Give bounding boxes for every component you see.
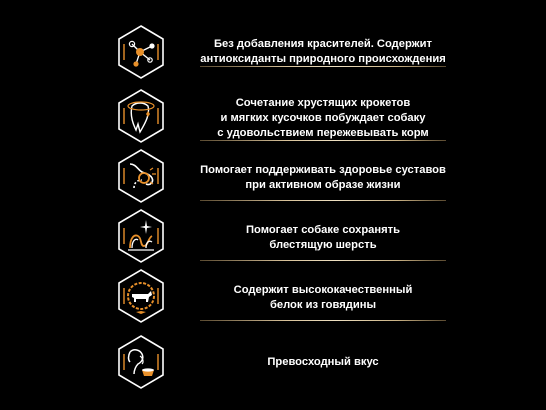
feature-text: Содержит высококачественный белок из говядины	[233, 284, 413, 311]
joint-icon	[116, 148, 166, 204]
feature-row	[0, 208, 546, 274]
feature-row	[0, 334, 546, 400]
feature-text: Без добавления красителей. Содержит антиоксиданты природного происхождения	[200, 38, 446, 65]
divider	[200, 260, 446, 261]
divider	[200, 66, 446, 67]
divider	[200, 320, 446, 321]
divider	[200, 200, 446, 201]
feature-row	[0, 148, 546, 214]
dog-bowl-icon	[116, 334, 166, 390]
feature-text: Помогает собаке сохранять блестящую шерсть	[245, 224, 401, 251]
feature-row	[0, 24, 546, 90]
feature-text: Сочетание хрустящих крокетов и мягких кусочков побуждает собаку с удовольствием пережевывать корм	[217, 96, 429, 139]
feature-text: Помогает поддерживать здоровье суставов при активном образе жизни	[200, 164, 446, 191]
beef-cow-icon	[116, 268, 166, 324]
molecule-icon	[116, 24, 166, 80]
feature-row	[0, 268, 546, 334]
shiny-coat-icon	[116, 208, 166, 264]
divider	[200, 140, 446, 141]
tooth-icon	[116, 88, 166, 144]
feature-row	[0, 88, 546, 154]
feature-text: Превосходный вкус	[267, 355, 379, 368]
